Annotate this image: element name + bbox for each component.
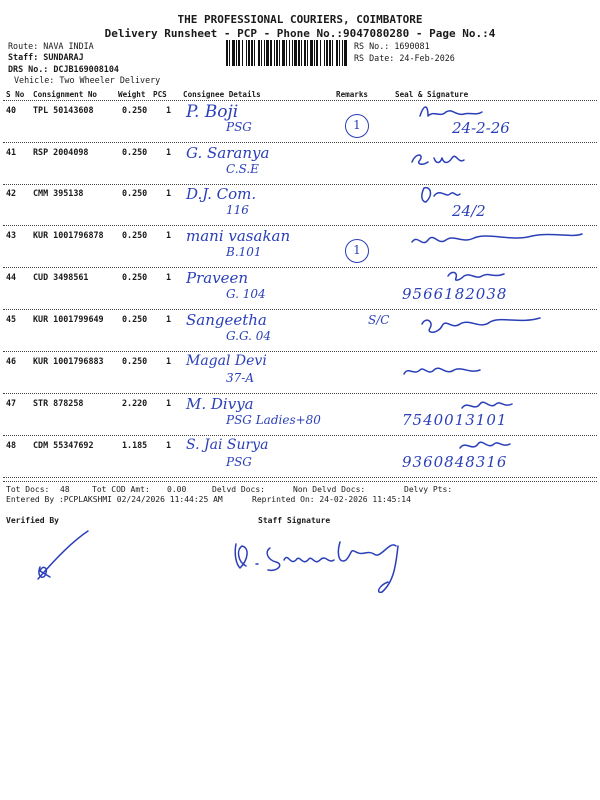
staff-signature-label: Staff Signature <box>258 516 331 525</box>
barcode <box>226 40 350 66</box>
row-signature-scribble <box>462 396 600 420</box>
row-consignee-address: 116 <box>226 203 249 217</box>
row-seal-text: 7540013101 <box>402 411 508 429</box>
row-consignee-address: PSG <box>226 455 252 469</box>
row-weight: 0.250 <box>122 147 148 157</box>
row-pcs: 1 <box>166 398 172 408</box>
row-consignee-name: S. Jai Surya <box>186 437 269 453</box>
row-consignment-no: CUD 3498561 <box>33 272 89 282</box>
tot-docs-label: Tot Docs: <box>6 485 50 494</box>
staff-signature-scribble <box>228 530 418 600</box>
row-weight: 0.250 <box>122 314 148 324</box>
footer-divider <box>3 481 597 482</box>
row-pcs: 1 <box>166 272 172 282</box>
row-consignee-address: PSG <box>226 120 252 134</box>
row-consignment-no: CMM 395138 <box>33 188 84 198</box>
row-sno: 41 <box>6 147 17 157</box>
row-sno: 44 <box>6 272 17 282</box>
row-consignment-no: STR 878258 <box>33 398 84 408</box>
row-pcs: 1 <box>166 356 172 366</box>
row-consignment-no: RSP 2004098 <box>33 147 89 157</box>
row-sno: 45 <box>6 314 17 324</box>
row-signature-scribble <box>420 314 600 338</box>
row-sno: 43 <box>6 230 17 240</box>
row-signature-scribble <box>460 436 600 460</box>
row-consignee-name: Magal Devi <box>186 353 267 369</box>
row-divider <box>3 184 597 185</box>
row-pcs: 1 <box>166 188 172 198</box>
row-sno: 42 <box>6 188 17 198</box>
route-label: Route: NAVA INDIA <box>8 41 94 51</box>
row-divider <box>3 351 597 352</box>
col-consignee: Consignee Details <box>183 90 261 99</box>
delvd-docs-label: Delvd Docs: <box>212 485 265 494</box>
row-consignee-name: M. Divya <box>186 395 254 413</box>
row-divider <box>3 477 597 478</box>
row-signature-scribble <box>412 150 592 174</box>
staff-label: Staff: SUNDARAJ <box>8 52 84 62</box>
row-sno: 48 <box>6 440 17 450</box>
row-pcs: 1 <box>166 314 172 324</box>
header-divider <box>3 100 597 101</box>
row-seal-text: 24-2-26 <box>452 119 510 137</box>
row-consignee-address: G.G. 04 <box>226 329 272 343</box>
company-title: THE PROFESSIONAL COURIERS, COIMBATORE <box>177 13 423 26</box>
row-consignee-address: C.S.E <box>226 162 259 176</box>
row-consignee-name: Sangeetha <box>186 311 267 329</box>
col-pcs: PCS <box>153 90 167 99</box>
row-seal-text: 9360848316 <box>402 453 508 471</box>
row-consignee-address: B.101 <box>226 245 262 259</box>
row-weight: 2.220 <box>122 398 148 408</box>
col-remarks: Remarks <box>336 90 369 99</box>
row-consignment-no: KUR 1001796883 <box>33 356 104 366</box>
row-consignee-name: Praveen <box>186 269 249 287</box>
row-consignee-name: P. Boji <box>186 102 239 122</box>
row-weight: 0.250 <box>122 272 148 282</box>
verified-by-signature <box>30 525 100 585</box>
row-sno: 46 <box>6 356 17 366</box>
col-weight: Weight <box>118 90 146 99</box>
row-pcs: 1 <box>166 147 172 157</box>
vehicle-label: Vehicle: Two Wheeler Delivery <box>14 75 161 85</box>
row-weight: 0.250 <box>122 356 148 366</box>
row-sno: 40 <box>6 105 17 115</box>
row-weight: 1.185 <box>122 440 148 450</box>
row-divider <box>3 393 597 394</box>
rs-date: RS Date: 24-Feb-2026 <box>354 53 455 63</box>
row-signature-scribble <box>404 362 584 386</box>
row-divider <box>3 225 597 226</box>
row-signature-scribble <box>420 186 600 210</box>
row-weight: 0.250 <box>122 230 148 240</box>
tot-docs-value: 48 <box>60 485 70 494</box>
row-seal-text: 24/2 <box>452 202 486 220</box>
row-sno: 47 <box>6 398 17 408</box>
col-sno: S No <box>6 90 25 99</box>
row-consignment-no: TPL 50143608 <box>33 105 94 115</box>
row-divider <box>3 309 597 310</box>
row-consignment-no: KUR 1001796878 <box>33 230 104 240</box>
col-consignment: Consignment No <box>33 90 98 99</box>
row-consignee-name: mani vasakan <box>186 227 291 245</box>
row-consignment-no: KUR 1001799649 <box>33 314 104 324</box>
row-remarks: S/C <box>368 313 390 327</box>
delvy-pts-label: Delvy Pts: <box>404 485 453 494</box>
tot-cod-label: Tot COD Amt: <box>92 485 150 494</box>
row-pcs: 1 <box>166 105 172 115</box>
row-pcs: 1 <box>166 440 172 450</box>
row-seal-text: 9566182038 <box>402 285 508 303</box>
row-consignee-address: 37-A <box>226 371 254 385</box>
col-seal-signature: Seal & Signature <box>395 90 469 99</box>
row-signature-scribble <box>412 230 592 254</box>
row-signature-scribble <box>420 104 600 128</box>
row-consignment-no: CDM 55347692 <box>33 440 94 450</box>
non-delvd-docs-label: Non Delvd Docs: <box>293 485 366 494</box>
entered-by: Entered By :PCPLAKSHMI 02/24/2026 11:44:25 AM <box>6 495 223 504</box>
row-consignee-address: PSG Ladies+80 <box>226 413 321 427</box>
row-weight: 0.250 <box>122 188 148 198</box>
reprinted-on: Reprinted On: 24-02-2026 11:45:14 <box>252 495 411 504</box>
rs-number: RS No.: 1690081 <box>354 41 430 51</box>
row-divider <box>3 142 597 143</box>
row-weight: 0.250 <box>122 105 148 115</box>
row-consignee-name: G. Saranya <box>186 144 270 162</box>
row-remarks-mark: 1 <box>345 239 369 263</box>
verified-by-label: Verified By <box>6 516 59 525</box>
row-pcs: 1 <box>166 230 172 240</box>
tot-cod-value: 0.00 <box>167 485 187 494</box>
drs-label: DRS No.: DCJB169008104 <box>8 64 119 74</box>
row-signature-scribble <box>448 268 600 292</box>
row-consignee-address: G. 104 <box>226 287 266 301</box>
row-consignee-name: D.J. Com. <box>186 185 257 203</box>
runsheet-subtitle: Delivery Runsheet - PCP - Phone No.:9047080280 - Page No.:4 <box>104 27 496 40</box>
row-remarks-mark: 1 <box>345 114 369 138</box>
